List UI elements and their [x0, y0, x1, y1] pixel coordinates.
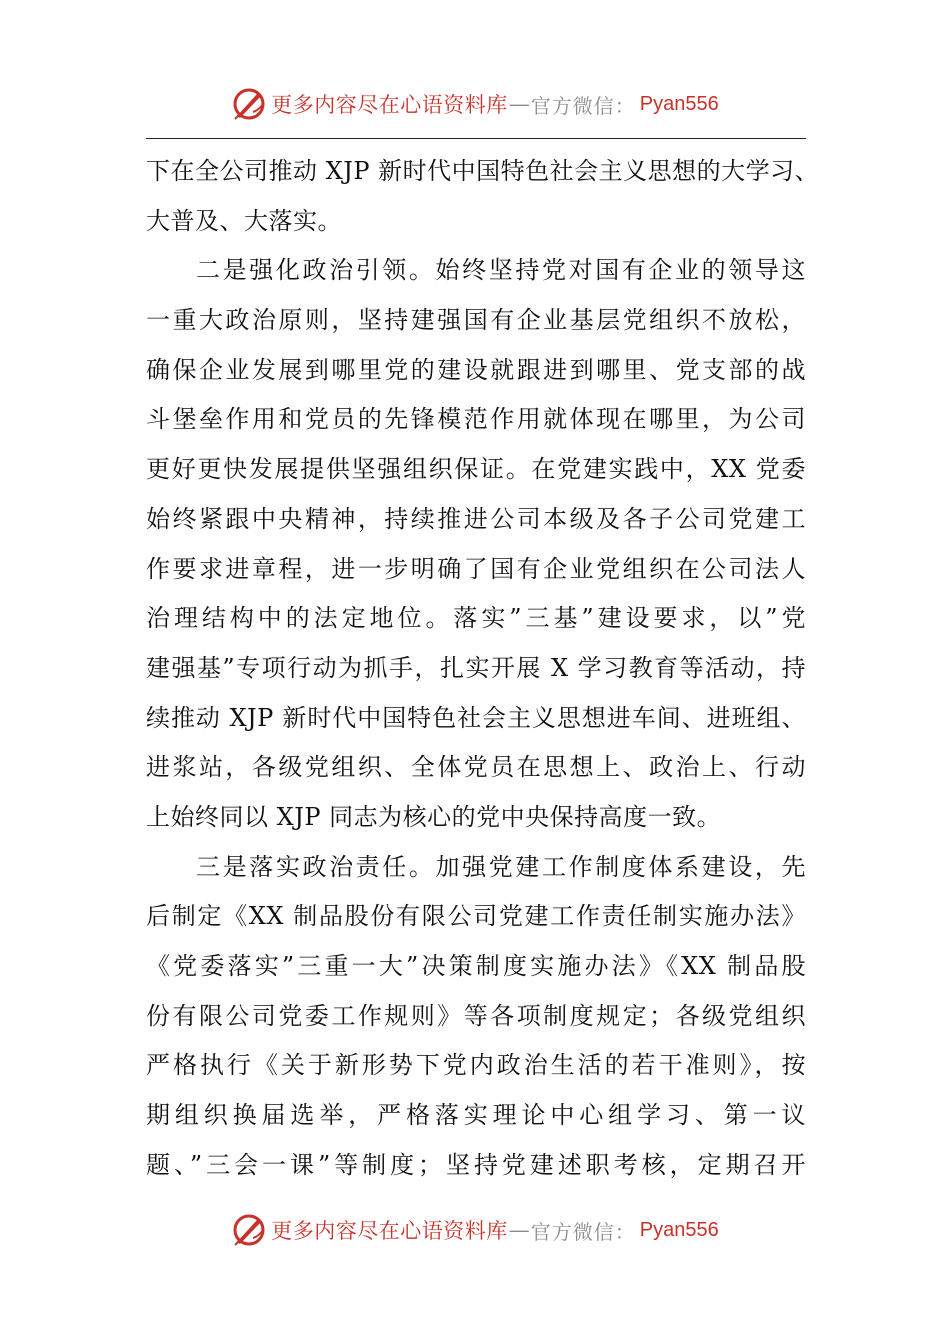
- text-line: 期组织换届选举，严格落实理论中心组学习、第一议: [146, 1101, 806, 1130]
- header-divider: [146, 138, 806, 139]
- document-body: [146, 147, 820, 1190]
- text-line: 续推动 XJP 新时代中国特色社会主义思想进车间、进班组、: [146, 703, 806, 732]
- header-wechat-id: Pyan556: [639, 92, 719, 115]
- footer-wechat-id: Pyan556: [639, 1218, 719, 1241]
- footer-dash: —: [508, 1218, 530, 1242]
- footer-banner: [0, 1210, 950, 1250]
- pen-circle-logo-icon: [231, 1212, 267, 1248]
- text-line: 作要求进章程，进一步明确了国有企业党组织在公司法人: [146, 554, 806, 583]
- footer-brand-text: 更多内容尽在心语资料库: [271, 1219, 508, 1243]
- text-line: 治理结构中的法定地位。落实”三基”建设要求，以”党: [146, 604, 806, 633]
- paragraph-start-line: 二是强化政治引领。始终坚持党对国有企业的领导这: [196, 256, 806, 285]
- text-line: 始终紧跟中央精神，持续推进公司本级及各子公司党建工: [146, 504, 806, 533]
- text-line: 题、”三会一课”等制度；坚持党建述职考核，定期召开: [146, 1150, 806, 1179]
- text-line: 确保企业发展到哪里党的建设就跟进到哪里、党支部的战: [146, 355, 806, 384]
- header-banner: [0, 84, 950, 124]
- text-line: 大普及、大落实。: [146, 206, 342, 235]
- text-line: 后制定《XX 制品股份有限公司党建工作责任制实施办法》: [146, 902, 806, 931]
- text-line: 份有限公司党委工作规则》等各项制度规定；各级党组织: [146, 1001, 806, 1030]
- header-dash: —: [508, 92, 530, 116]
- text-line: 进浆站，各级党组织、全体党员在思想上、政治上、行动: [146, 753, 806, 782]
- text-line: 严格执行《关于新形势下党内政治生活的若干准则》，按: [146, 1051, 806, 1080]
- text-line: 《党委落实”三重一大”决策制度实施办法》《XX 制品股: [146, 952, 806, 980]
- header-official-label: 官方微信：: [530, 93, 636, 118]
- text-line: 一重大政治原则，坚持建强国有企业基层党组织不放松，: [146, 306, 806, 335]
- text-line: 上始终同以 XJP 同志为核心的党中央保持高度一致。: [146, 802, 722, 831]
- footer-official-label: 官方微信：: [530, 1219, 636, 1244]
- pen-circle-logo-icon: [231, 86, 267, 122]
- text-line: 更好更快发展提供坚强组织保证。在党建实践中，XX 党委: [146, 455, 806, 484]
- paragraph-start-line: 三是落实政治责任。加强党建工作制度体系建设，先: [196, 852, 806, 881]
- text-line: 斗堡垒作用和党员的先锋模范作用就体现在哪里，为公司: [146, 405, 806, 434]
- header-brand-text: 更多内容尽在心语资料库: [271, 93, 508, 117]
- text-line: 建强基”专项行动为抓手，扎实开展 X 学习教育等活动，持: [146, 653, 806, 682]
- text-line: 下在全公司推动 XJP 新时代中国特色社会主义思想的大学习、: [146, 157, 820, 185]
